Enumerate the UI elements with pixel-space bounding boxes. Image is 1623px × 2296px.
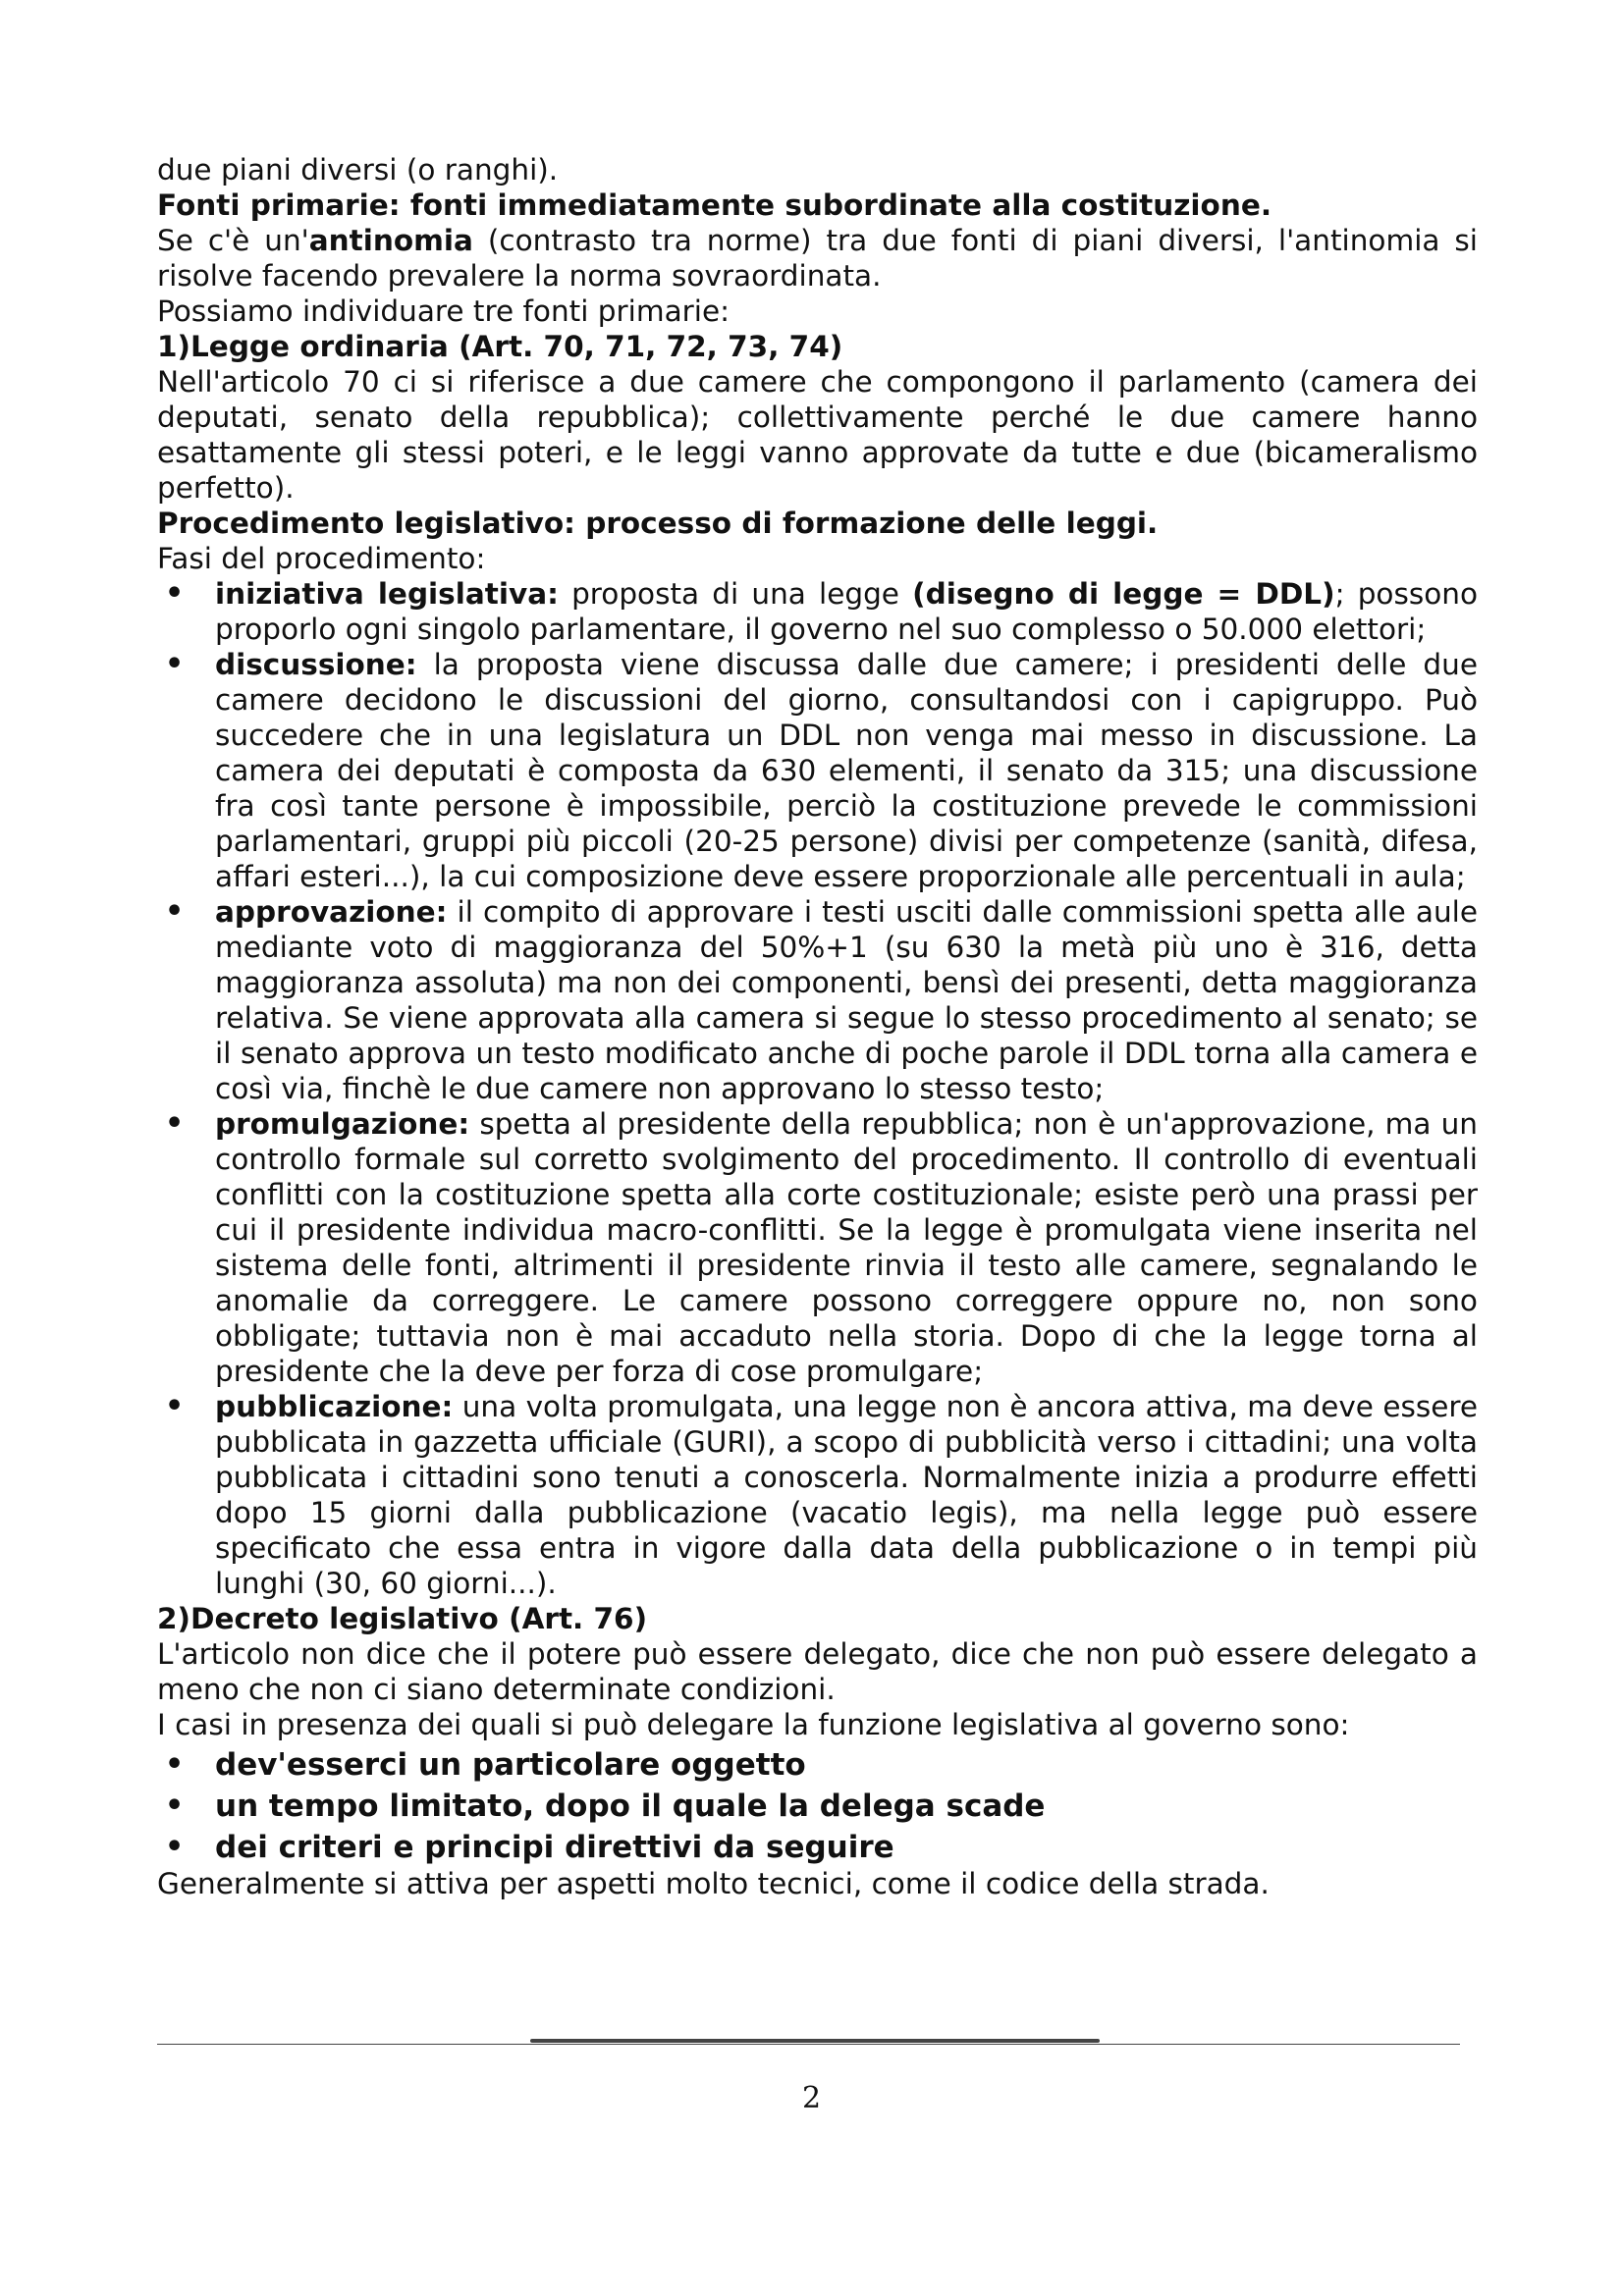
antinomia-term: antinomia (308, 224, 473, 257)
phase-term: pubblicazione: (215, 1390, 454, 1423)
footer-rule-shadow (530, 2039, 1100, 2043)
phases-list (157, 576, 1478, 1601)
bullet-icon: • (165, 576, 185, 611)
antinomia-post: (contrasto tra norme) tra due fonti di piani diversi, l'antinomia si risolve facendo prevalere la norma sovraordinata. (157, 224, 1478, 293)
phase-term: iniziativa legislativa: (215, 577, 559, 611)
phase-desc: la proposta viene discussa dalle due camere; i presidenti delle due camere decidono le discussioni del giorno, consultandosi con i capigruppo. Può succedere che in una legislatura un DDL non venga mai messo in discussione. La camera dei deputati è composta da 630 elementi, il senato da 315; una discussione fra così tante persone è impossibile, perciò la costituzione prevede le commissioni parlamentari, gruppi più piccoli (20-25 persone) divisi per competenze (sanità, difesa, affari esteri...), la cui composizione deve essere proporzionale alle percentuali in aula; (215, 648, 1478, 893)
phase-term: discussione: (215, 648, 417, 681)
cases-intro: I casi in presenza dei quali si può delegare la funzione legislativa al governo sono: (157, 1708, 1350, 1741)
antinomia-paragraph (157, 223, 1478, 294)
bullet-icon: • (165, 647, 185, 681)
condition-text: un tempo limitato, dopo il quale la delega scade (215, 1789, 1046, 1824)
condition-text: dei criteri e principi direttivi da seguire (215, 1830, 894, 1865)
section2-paragraph: L'articolo non dice che il potere può essere delegato, dice che non può essere delegato a meno che non ci siano determinate condizioni. (157, 1637, 1478, 1706)
bullet-icon: • (165, 1830, 185, 1864)
antinomia-pre: Se c'è un' (157, 224, 309, 257)
phase-text (215, 1106, 1478, 1389)
phase-desc: ; possono proporlo ogni singolo parlamentare, il governo nel suo complesso o 50.000 elettori; (215, 577, 1479, 646)
phase-text (215, 647, 1478, 894)
phase-text (215, 576, 1478, 647)
list-item (157, 894, 1478, 1106)
phase-text (215, 1389, 1478, 1601)
phase-text (215, 894, 1478, 1106)
footer-rule (157, 2044, 1460, 2045)
condition-text: dev'esserci un particolare oggetto (215, 1747, 806, 1783)
list-item (157, 1746, 1478, 1784)
primary-sources-heading: Fonti primarie: fonti immediatamente subordinate alla costituzione. (157, 188, 1272, 222)
bullet-icon: • (165, 1106, 185, 1141)
section1-paragraph: Nell'articolo 70 ci si riferisce a due camere che compongono il parlamento (camera dei deputati, senato della repubblica); collettivamente perché le due camere hanno esattamente gli stessi poteri, e le leggi vanno approvate da tutte e due (bicameralismo perfetto). (157, 365, 1478, 505)
list-item (157, 1788, 1478, 1825)
bullet-icon: • (165, 894, 185, 929)
bullet-icon: • (165, 1789, 185, 1823)
section1-heading: 1)Legge ordinaria (Art. 70, 71, 72, 73, 74) (157, 330, 843, 363)
phase-desc: proposta di una legge (558, 577, 913, 611)
bullet-icon: • (165, 1389, 185, 1423)
list-item (157, 647, 1478, 894)
phase-desc: spetta al presidente della repubblica; non è un'approvazione, ma un controllo formale sul corretto svolgimento del procedimento. Il controllo di eventuali conflitti con la costituzione spetta alla corte costituzionale; esiste però una prassi per cui il presidente individua macro-conflitti. Se la legge è promulgata viene inserita nel sistema delle fonti, altrimenti il presidente rinvia il testo alle camere, segnalando le anomalie da correggere. Le camere possono correggere oppure no, non sono obbligate; tuttavia non è mai accaduto nella storia. Dopo di che la legge torna al presidente che la deve per forza di cose promulgare; (215, 1107, 1478, 1388)
list-item (157, 1829, 1478, 1866)
conditions-list (157, 1746, 1478, 1866)
list-item (157, 1389, 1478, 1601)
section2-heading: 2)Decreto legislativo (Art. 76) (157, 1602, 648, 1635)
phases-label: Fasi del procedimento: (157, 542, 486, 575)
list-item (157, 1106, 1478, 1389)
intro-line: due piani diversi (o ranghi). (157, 153, 559, 187)
three-sources-line: Possiamo individuare tre fonti primarie: (157, 294, 730, 328)
page-number: 2 (801, 2081, 822, 2115)
procedure-heading: Procedimento legislativo: processo di formazione delle leggi. (157, 507, 1159, 540)
phase-desc: il compito di approvare i testi usciti dalle commissioni spetta alle aule mediante voto di maggioranza del 50%+1 (su 630 la metà più uno è 316, detta maggioranza assoluta) ma non dei componenti, bensì dei presenti, detta maggioranza relativa. Se viene approvata alla camera si segue lo stesso procedimento al senato; se il senato approva un testo modificato anche di poche parole il DDL torna alla camera e così via, finchè le due camere non approvano lo stesso testo; (215, 895, 1478, 1105)
closing-line: Generalmente si attiva per aspetti molto tecnici, come il codice della strada. (157, 1867, 1270, 1900)
phase-desc: una volta promulgata, una legge non è ancora attiva, ma deve essere pubblicata in gazzetta ufficiale (GURI), a scopo di pubblicità verso i cittadini; una volta pubblicata i cittadini sono tenuti a conoscerla. Normalmente inizia a produrre effetti dopo 15 giorni dalla pubblicazione (vacatio legis), ma nella legge può essere specificato che essa entra in vigore dalla data della pubblicazione o in tempi più lunghi (30, 60 giorni...). (215, 1390, 1478, 1600)
phase-term: approvazione: (215, 895, 448, 929)
document-page (157, 152, 1478, 1901)
bullet-icon: • (165, 1747, 185, 1782)
list-item (157, 576, 1478, 647)
phase-term: promulgazione: (215, 1107, 470, 1141)
phase-desc-bold: (disegno di legge = DDL) (912, 577, 1335, 611)
